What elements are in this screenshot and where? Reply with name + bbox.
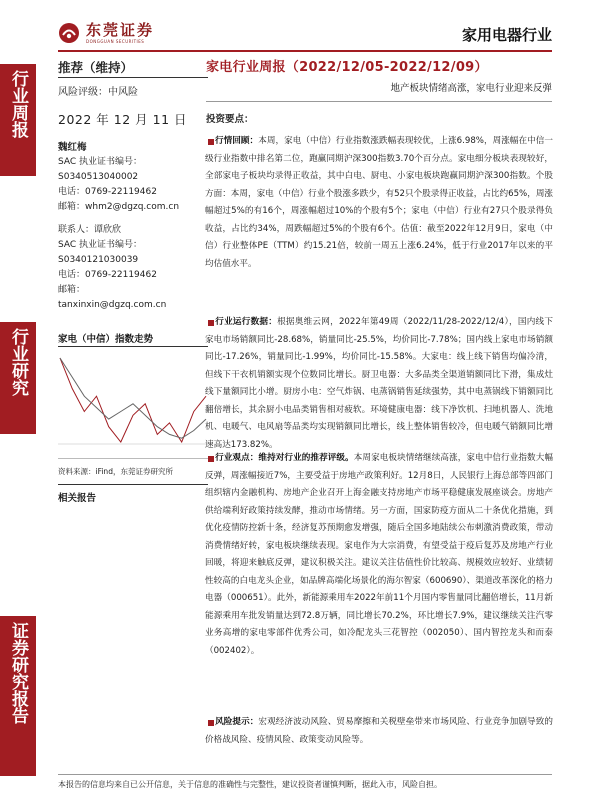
analyst-line: S0340513040002 (58, 172, 139, 182)
paragraph-lead: 行业观点：维持对行业的推荐评级。 (215, 453, 354, 463)
industry-label: 家用电器行业 (461, 26, 552, 44)
paragraph-industry-view (205, 450, 553, 660)
brand-name-en: DONGGUAN SECURITIES (86, 38, 145, 44)
paragraph-text: 宏观经济波动风险、贸易摩擦和关税壁垒带来市场风险、行业竞争加剧导致的价格战风险、疫情风险、政策变动风险等。 (205, 717, 553, 745)
side-tab-research-label: 行业研究 (8, 328, 28, 396)
analyst-line: SAC 执业证书编号： (58, 157, 143, 167)
header-divider (58, 50, 552, 52)
investment-highlights-label: 投资要点： (206, 114, 254, 125)
analyst-2 (58, 223, 213, 313)
paragraph-text: 本周，家电（中信）行业指数涨跌幅表现较优，上涨6.98%，周涨幅在中信一级行业指数中排名第二位，跑赢同期沪深300指数3.70个百分点。家电细分板块表现较好，全部家电子板块均录得正收益，其中白电、厨电、小家电板块跑赢同期沪深300指数。个股方面：本周，家电（中信）行业个股涨多跌少，有52只个股录得正收益，占比约65%，周涨幅超过5%的有16个，周涨幅超过10%的个股有5个；家电（中信）行业有27只个股录得负收益，占比约34%，周跌幅超过5%的个股有6个。估值：截至2022年12月9日，家电（中信）行业整体PE（TTM）约15.21倍，较前一周五上涨6.24%，低于行业2017年以来的平均估值水平。 (205, 136, 554, 269)
analyst-line: 邮箱： (58, 285, 86, 295)
paragraph-risk (205, 714, 553, 749)
paragraph-lead: 行情回顾： (215, 136, 259, 146)
related-reports-label: 相关报告 (58, 493, 97, 504)
brand-mark-icon (58, 22, 80, 44)
index-trend-chart (58, 352, 208, 452)
paragraph-lead: 行业运行数据： (215, 317, 278, 327)
paragraph-industry-data (205, 314, 553, 454)
rating-divider (58, 77, 208, 78)
chart-bottom-divider (58, 458, 208, 459)
side-tab-securities-label: 证券研究报告 (8, 622, 28, 724)
footer-disclaimer: 本报告的信息均来自已公开信息，关于信息的准确性与完整性，建议投资者谨慎判断，据此入市，风险自担。 (58, 780, 442, 789)
contact-name: 联系人：谭欣欣 (58, 225, 122, 235)
analyst-name: 魏红梅 (58, 142, 87, 153)
analyst-email[interactable]: tanxinxin@dgzq.com.cn (58, 300, 167, 310)
brand-name: 东莞证券 (86, 20, 155, 39)
rating: 推荐（维持） (58, 60, 134, 75)
analyst-line: S0340121030039 (58, 255, 139, 265)
report-title: 家电行业周报（2022/12/05-2022/12/09） (206, 60, 488, 75)
paragraph-text: 根据奥维云网，2022年第49周（2022/11/28-2022/12/4），国内线下家电市场销额同比-28.68%，销量同比-25.5%，均价同比-7.78%；国内线上家电市场销额同比-17.26%，销量同比-1.99%，均价同比-15.58%。大家电：线上线下销售均偏冷清，但线下干衣机销额实现个位数同比增长。厨卫电器：大多品类全渠道销额同比下滑，集成灶线下量额同比小增。厨房小电：空气炸锅、电蒸锅销售延续强势，其中电蒸锅线下销额同比翻倍增长，其余厨小电品类销售相对疲软。环境健康电器：线下净饮机、扫地机器人、洗地机、电暖气、电风扇等品类均实现销额同比增长，线上整体销售较冷，但电暖气销额同比增速高达173.82%。 (205, 317, 553, 450)
side-tab-research (0, 322, 36, 434)
chart-label-divider (58, 346, 208, 347)
brand-logo (58, 22, 154, 44)
analyst-1 (58, 140, 213, 215)
related-divider (58, 484, 208, 485)
analyst-line: 电话：0769-22119462 (58, 187, 157, 197)
chart-series-line-0 (60, 358, 206, 442)
report-subtitle: 地产板块情绪高涨，家电行业迎来反弹 (390, 83, 552, 94)
analyst-line: SAC 执业证书编号： (58, 240, 143, 250)
subtitle-divider (206, 101, 552, 102)
footer-divider (58, 774, 552, 775)
paragraph-market-review (205, 133, 553, 273)
chart-label: 家电（中信）指数走势 (58, 334, 154, 345)
chart-source: 资料来源：iFind，东莞证券研究所 (58, 467, 173, 476)
paragraph-text: 本周家电板块情绪继续高涨，家电中信行业指数大幅反弹，周涨幅接近7%，主要受益于房地产政策利好。12月8日，人民银行上海总部等四部门组织辖内金融机构、房地产企业召开上海金融支持房地产市场平稳健康发展座谈会。房地产供给端利好政策持续发酵，推动市场情绪。另一方面，国家防疫方面从二十条优化措施，到优化疫情防控新十条，经济复苏预期愈发增强，随后全国多地陆续公布刺激消费政策，带动消费情绪好转，家电板块继续表现。家电作为大宗消费，有望受益于疫后复苏及房地产行业回暖，将迎来触底反弹，建议积极关注。建议关注估值性价比较高、规模效应较好、业绩韧性较高的白电龙头企业，如品牌高端化场景化的海尔智家（600690）、渠道改革深化的格力电器（000651）。此外，新能源乘用车2022年前11个月国内零售量同比翻倍增长，11月新能源乘用车批发销量达到72.8万辆，同比增长70.2%，环比增长7.9%，建议继续关注汽零业务高增的家电零部件优秀公司，如冷配龙头三花智控（002050）、国内智控龙头和而泰（002402）。 (205, 453, 554, 656)
paragraph-lead: 风险提示： (215, 717, 259, 727)
report-date: 2022 年 12 月 11 日 (58, 112, 187, 127)
analyst-line: 电话：0769-22119462 (58, 270, 157, 280)
side-tab-weekly-label: 行业周报 (8, 70, 28, 138)
side-tab-securities (0, 616, 36, 776)
risk-level: 风险评级：中风险 (58, 87, 138, 98)
analyst-email[interactable]: 邮箱：whm2@dgzq.com.cn (58, 202, 180, 212)
side-tab-weekly (0, 64, 36, 176)
chart-series-line-1 (60, 358, 206, 438)
